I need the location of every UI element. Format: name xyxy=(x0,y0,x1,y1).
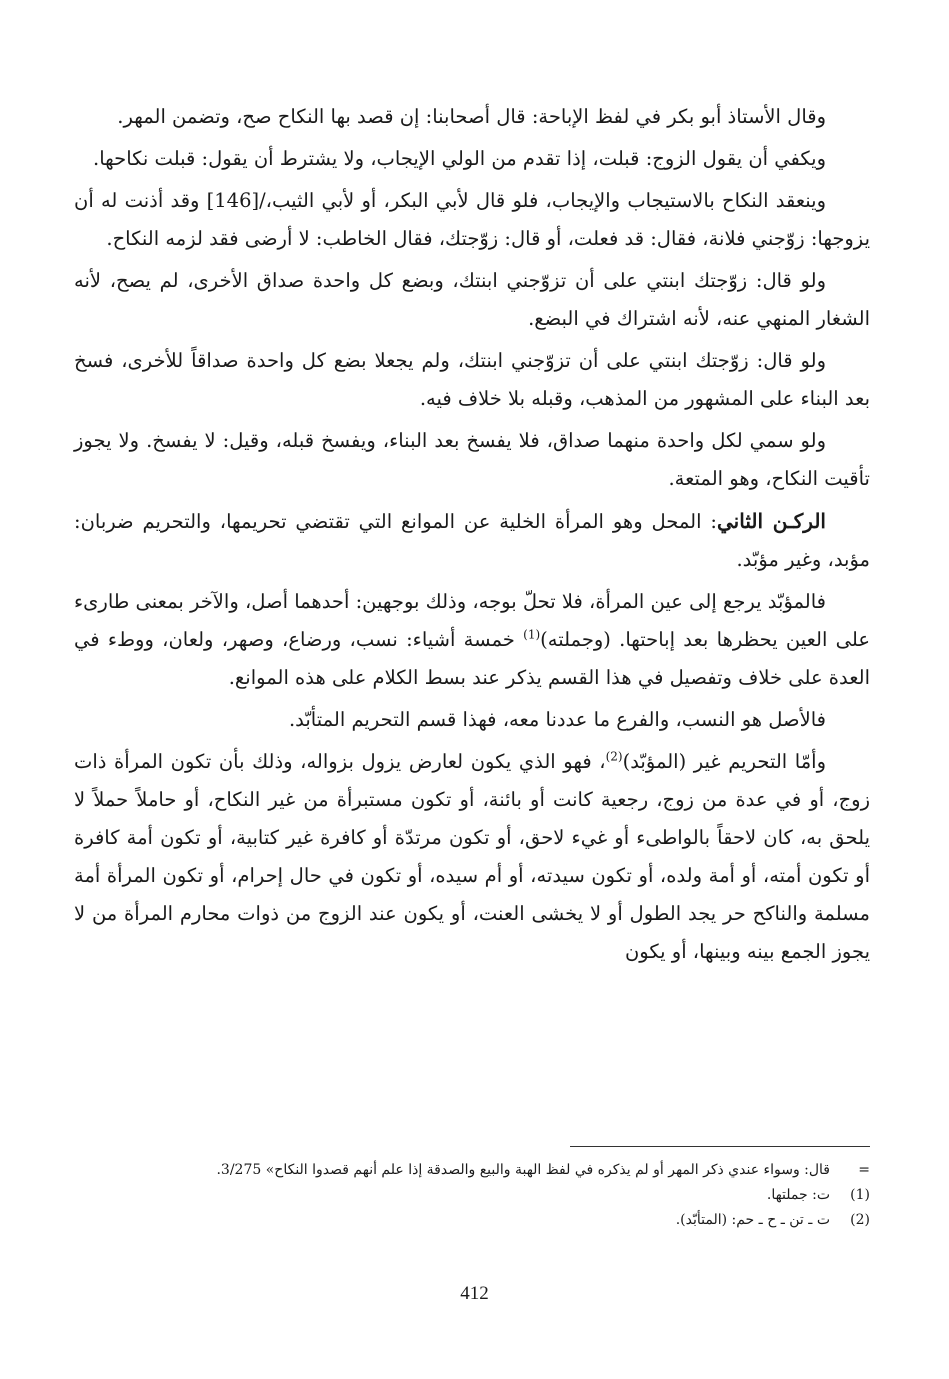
footnote-divider xyxy=(570,1146,870,1147)
footnote-text: قال: وسواء عندي ذكر المهر أو لم يذكره في لفظ الهبة والبيع والصدقة إذا علم أنهم قصدوا النكاح» 3/275. xyxy=(216,1162,830,1178)
paragraph-istijab: وينعقد النكاح بالاستيجاب والإيجاب، فلو قال لأبي البكر، أو لأبي الثيب،/[146] وقد أذنت له أن يزوجها: زوّجني فلانة، فقال: قد فعلت، أو قال: زوّجتك، فقال الخاطب: لا أرضى فقد لزمه النكاح. xyxy=(74,189,870,250)
rukn-text: : المحل وهو المرأة الخلية عن الموانع التي تقتضي تحريمها، والتحريم ضربان: مؤبد، وغير مؤبّد. xyxy=(74,510,870,571)
paragraph-ghayr-muabbad xyxy=(74,743,870,971)
footnote-mark: (1) xyxy=(850,1187,870,1203)
footnote-ref-2[interactable]: (2) xyxy=(605,749,623,764)
ghayr-text-after: ، فهو الذي يكون لعارض يزول بزواله، وذلك بأن تكون المرأة ذات زوج، أو في عدة من زوج، رجعية كانت أو بائنة، أو تكون مستبرأة من غير النكاح، أو حاملاً حملاً لا يلحق به، كان لاحقاً بالواطىء أو غيء لاحق، أو تكون مرتدّة أو كافرة غير كتابية، أو تكون أمة كافرة أو تكون أمته، أو أمة ولده، أو تكون سيدته، أو أم سيده، أو تكون في حال إحرام، أو تكون المرأة أمة مسلمة والناكح حر يجد الطول أو لا يخشى العنت، أو يكون عند الزوج من ذوات محارم المرأة من لا يجوز الجمع بينه وبينها، أو يكون xyxy=(74,750,870,963)
footnote-continued xyxy=(100,1158,870,1183)
muabbad-text-before: فالمؤبّد يرجع إلى عين المرأة، فلا تحلّ بوجه، وذلك بوجهين: أحدهما أصل، والآخر بمعنى طارىء على العين يحظرها بعد إباحتها. (وجملته) xyxy=(74,590,870,651)
footnotes xyxy=(100,1158,870,1233)
footnote-text: ت ـ تن ـ ح ـ حم: (المتأبّد). xyxy=(675,1212,830,1228)
footnote-ref-1[interactable]: (1) xyxy=(523,627,541,642)
paragraph-qabul: ويكفي أن يقول الزوج: قبلت، إذا تقدم من الولي الإيجاب، ولا يشترط أن يقول: قبلت نكاحها. xyxy=(93,147,826,170)
paragraph-shighar: ولو قال: زوّجتك ابنتي على أن تزوّجني ابنتك، وبضع كل واحدة صداق الأخرى، لم يصح، لأنه الشغار المنهي عنه، لأنه اشتراك في البضع. xyxy=(74,269,870,330)
footnote-2 xyxy=(100,1208,870,1233)
paragraph-bud-sadaq: ولو قال: زوّجتك ابنتي على أن تزوّجني ابنتك، ولم يجعلا بضع كل واحدة صداقاً للأخرى، فسخ بعد البناء على المشهور من المذهب، وقبله بلا خلاف فيه. xyxy=(74,349,870,410)
muabbad-text-after: خمسة أشياء: نسب، ورضاع، وصهر، ولعان، ووطء في العدة على خلاف وتفصيل في هذا القسم يذكر عند بسط الكلام على هذه الموانع. xyxy=(74,628,870,689)
main-text xyxy=(74,98,870,975)
footnote-mark: = xyxy=(858,1162,870,1178)
page-number: 412 xyxy=(460,1283,489,1304)
footnote-1 xyxy=(100,1183,870,1208)
paragraph-mutah: ولو سمي لكل واحدة منهما صداق، فلا يفسخ بعد البناء، ويفسخ قبله، وقيل: لا يفسخ. ولا يجوز تأقيت النكاح، وهو المتعة. xyxy=(74,429,870,490)
section-heading-rukn: الركـن الثاني xyxy=(717,509,826,533)
footnote-text: ت: جملتها. xyxy=(766,1187,830,1203)
paragraph-asl: فالأصل هو النسب، والفرع ما عددنا معه، فهذا قسم التحريم المتأبّد. xyxy=(288,708,826,731)
paragraph-muabbad xyxy=(74,583,870,697)
ghayr-text-before: وأمّا التحريم غير (المؤبّد) xyxy=(622,750,826,773)
paragraph-rukn-thani xyxy=(74,502,870,579)
paragraph-ibaha: وقال الأستاذ أبو بكر في لفظ الإباحة: قال أصحابنا: إن قصد بها النكاح صح، وتضمن المهر. xyxy=(117,105,826,128)
footnote-mark: (2) xyxy=(850,1212,870,1228)
